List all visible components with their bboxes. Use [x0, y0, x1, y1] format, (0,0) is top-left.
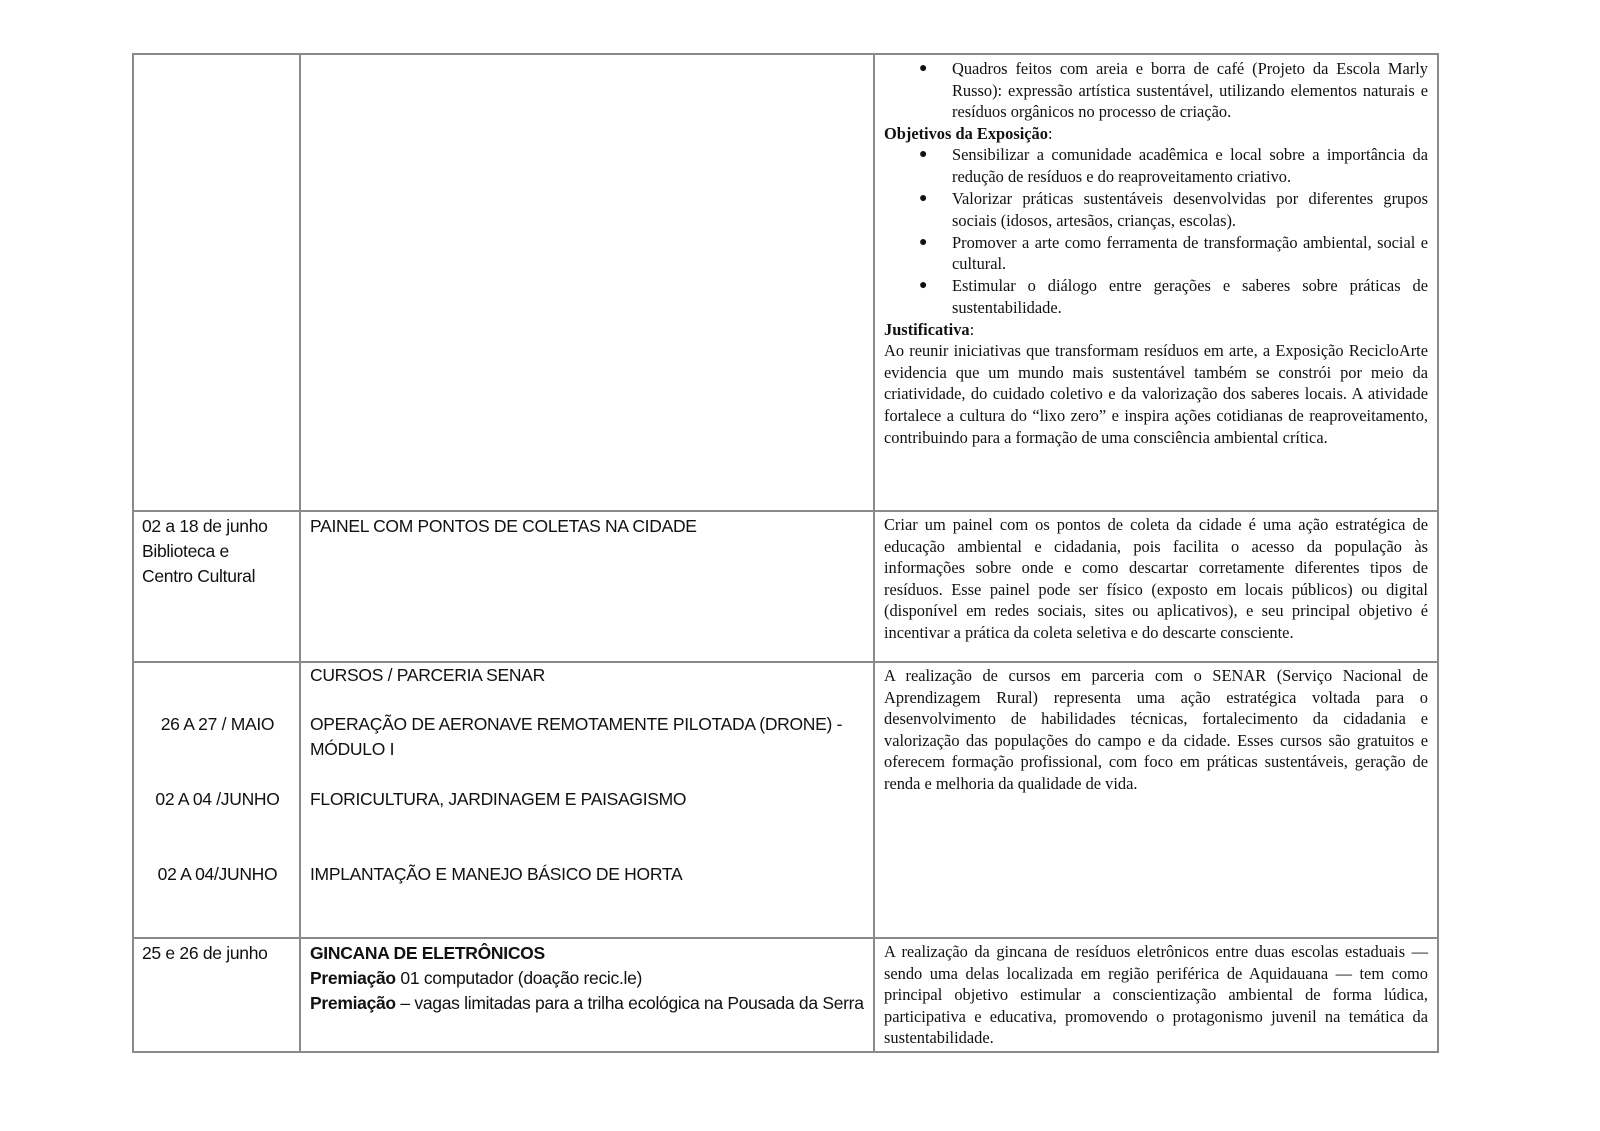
activity-cell	[300, 511, 874, 662]
description-text: A realização da gincana de resíduos eletrônicos entre duas escolas estaduais — sendo uma delas localizada em região periférica de Aquidauana — tem como principal objetivo estimular a conscientização ambiental de forma lúdica, participativa e educativa, promovendo o protagonismo juvenil na temática da sustentabilidade.	[884, 942, 1428, 1048]
course-date: 26 A 27 / MAIO	[160, 714, 275, 734]
date-text: 25 e 26 de junho	[142, 943, 268, 963]
bullet-icon: ●	[919, 191, 928, 207]
list-item: ● Promover a arte como ferramenta de transformação ambiental, social e cultural.	[919, 232, 1428, 274]
description-cell	[874, 511, 1438, 662]
prize-label: Premiação	[310, 993, 396, 1013]
location-line: Biblioteca e	[142, 541, 229, 561]
description-cell	[874, 938, 1438, 1052]
course-title: MÓDULO I	[310, 739, 395, 759]
list-item: ● Valorizar práticas sustentáveis desenvolvidas por diferentes grupos sociais (idosos, artesãos, crianças, escolas).	[919, 189, 1428, 230]
table-row	[133, 54, 1438, 511]
date-cell	[133, 54, 300, 511]
justification-text: Ao reunir iniciativas que transformam resíduos em arte, a Exposição RecicloArte evidencia que um mundo mais sustentável também se constrói por meio da criatividade, do cuidado coletivo e da valorização dos saberes locais. A atividade fortalece a cultura do “lixo zero” e inspira ações cotidianas de reaproveitamento, contribuindo para a formação de uma consciência ambiental crítica.	[884, 341, 1428, 447]
activity-title: GINCANA DE ELETRÔNICOS	[310, 943, 545, 963]
date-cell	[133, 662, 300, 938]
description-cell	[874, 54, 1438, 511]
course-title: OPERAÇÃO DE AERONAVE REMOTAMENTE PILOTADA (DRONE) -	[310, 714, 843, 734]
objectives-heading: Objetivos da Exposição:	[884, 123, 1053, 143]
bullet-icon: ●	[919, 234, 928, 250]
table-row	[133, 511, 1438, 662]
list-item: ● Sensibilizar a comunidade acadêmica e local sobre a importância da redução de resíduos e do reaproveitamento criativo.	[919, 145, 1428, 186]
table-row	[133, 938, 1438, 1052]
date-cell	[133, 511, 300, 662]
activity-cell	[300, 54, 874, 511]
list-item: ● Quadros feitos com areia e borra de café (Projeto da Escola Marly Russo): expressão artística sustentável, utilizando elementos naturais e resíduos orgânicos no processo de criação.	[919, 59, 1428, 122]
course-date: 02 A 04 /JUNHO	[155, 789, 280, 809]
prize-label: Premiação	[310, 968, 396, 988]
description-text: A realização de cursos em parceria com o SENAR (Serviço Nacional de Aprendizagem Rural) representa uma ação estratégica voltada para o desenvolvimento de habilidades técnicas, fortalecimento da cidadania e valorização das populações do campo e da cidade. Esses cursos são gratuitos e oferecem formação profissional, com foco em práticas sustentáveis, geração de renda e melhoria da qualidade de vida.	[884, 666, 1428, 793]
prize-text: – vagas limitadas para a trilha ecológica na Pousada da Serra	[395, 993, 864, 1013]
description-text: Criar um painel com os pontos de coleta da cidade é uma ação estratégica de educação ambiental e cidadania, pois facilita o acesso da população às informações sobre onde e como descartar corretamente diferentes tipos de resíduos. Esse painel pode ser físico (exposto em locais públicos) ou digital (disponível em redes sociais, sites ou aplicativos), e seu principal objetivo é incentivar a prática da coleta seletiva e do descarte consciente.	[884, 515, 1428, 642]
course-title: FLORICULTURA, JARDINAGEM E PAISAGISMO	[310, 789, 687, 809]
activities-table	[132, 53, 1439, 1053]
date-text: 02 a 18 de junho	[142, 516, 268, 536]
prize-line	[310, 966, 864, 991]
location-line: Centro Cultural	[142, 566, 256, 586]
activity-cell	[300, 938, 874, 1052]
continued-bullet-list	[884, 58, 1428, 123]
list-item: ● Estimular o diálogo entre gerações e saberes sobre práticas de sustentabilidade.	[919, 276, 1428, 318]
table-row	[133, 662, 1438, 938]
prize-line	[310, 991, 864, 1016]
bullet-icon: ●	[919, 147, 928, 163]
course-date: 02 A 04/JUNHO	[157, 864, 278, 884]
bullet-icon: ●	[919, 278, 928, 294]
description-cell	[874, 662, 1438, 938]
activity-cell	[300, 662, 874, 938]
objectives-list	[884, 144, 1428, 318]
course-title: IMPLANTAÇÃO E MANEJO BÁSICO DE HORTA	[310, 864, 683, 884]
prize-text: 01 computador (doação recic.le)	[395, 968, 643, 988]
courses-heading: CURSOS / PARCERIA SENAR	[310, 665, 545, 685]
activity-title: PAINEL COM PONTOS DE COLETAS NA CIDADE	[310, 516, 697, 536]
bullet-icon: ●	[919, 61, 928, 76]
justification-heading: Justificativa:	[884, 319, 975, 339]
date-cell	[133, 938, 300, 1052]
